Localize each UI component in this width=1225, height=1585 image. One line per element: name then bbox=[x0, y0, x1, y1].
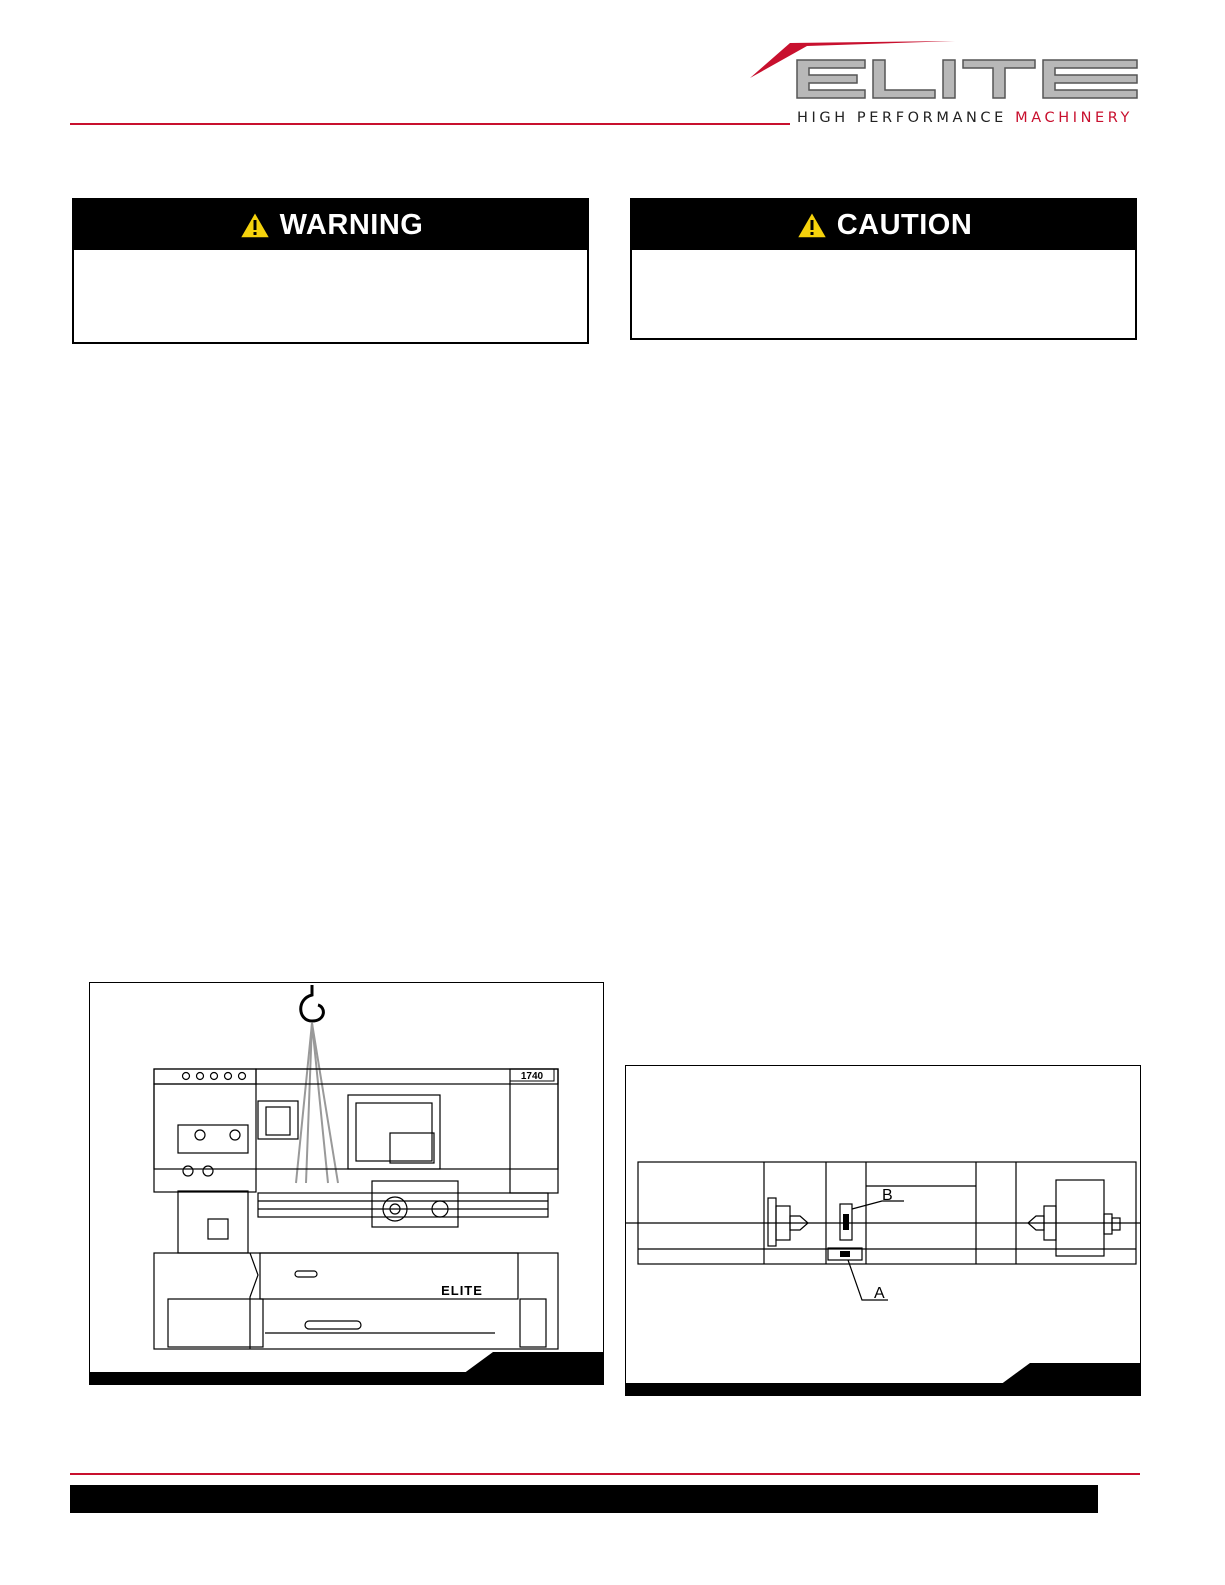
brand-tagline bbox=[797, 110, 1133, 126]
warning-title: WARNING bbox=[279, 208, 424, 241]
warning-header bbox=[74, 200, 587, 250]
figure-tab bbox=[463, 1352, 603, 1374]
warning-triangle-icon bbox=[795, 210, 829, 240]
figure-footer-bar bbox=[626, 1383, 1140, 1395]
warning-notice bbox=[72, 198, 589, 344]
callout-b: B bbox=[882, 1187, 893, 1204]
figure-tab bbox=[1000, 1363, 1140, 1385]
caution-header bbox=[632, 200, 1135, 250]
caution-notice bbox=[630, 198, 1137, 340]
tagline-dark: HIGH PERFORMANCE bbox=[797, 110, 1016, 126]
lathe-lifting-figure bbox=[89, 982, 604, 1385]
brand-plate: ELITE bbox=[441, 1283, 483, 1298]
elite-wordmark bbox=[745, 38, 1145, 108]
elite-logo bbox=[745, 38, 1145, 133]
warning-triangle-icon bbox=[238, 210, 272, 240]
alignment-figure bbox=[625, 1065, 1141, 1396]
lathe-drawing bbox=[90, 983, 604, 1385]
footer-rule bbox=[70, 1473, 1140, 1475]
figure-footer-bar bbox=[90, 1372, 603, 1384]
caution-title: CAUTION bbox=[836, 208, 973, 241]
model-badge: 1740 bbox=[520, 1071, 544, 1082]
alignment-drawing bbox=[626, 1066, 1141, 1396]
tagline-red: MACHINERY bbox=[1015, 110, 1134, 126]
header-rule bbox=[70, 123, 790, 125]
footer-bar bbox=[70, 1485, 1098, 1513]
callout-a: A bbox=[874, 1285, 885, 1302]
